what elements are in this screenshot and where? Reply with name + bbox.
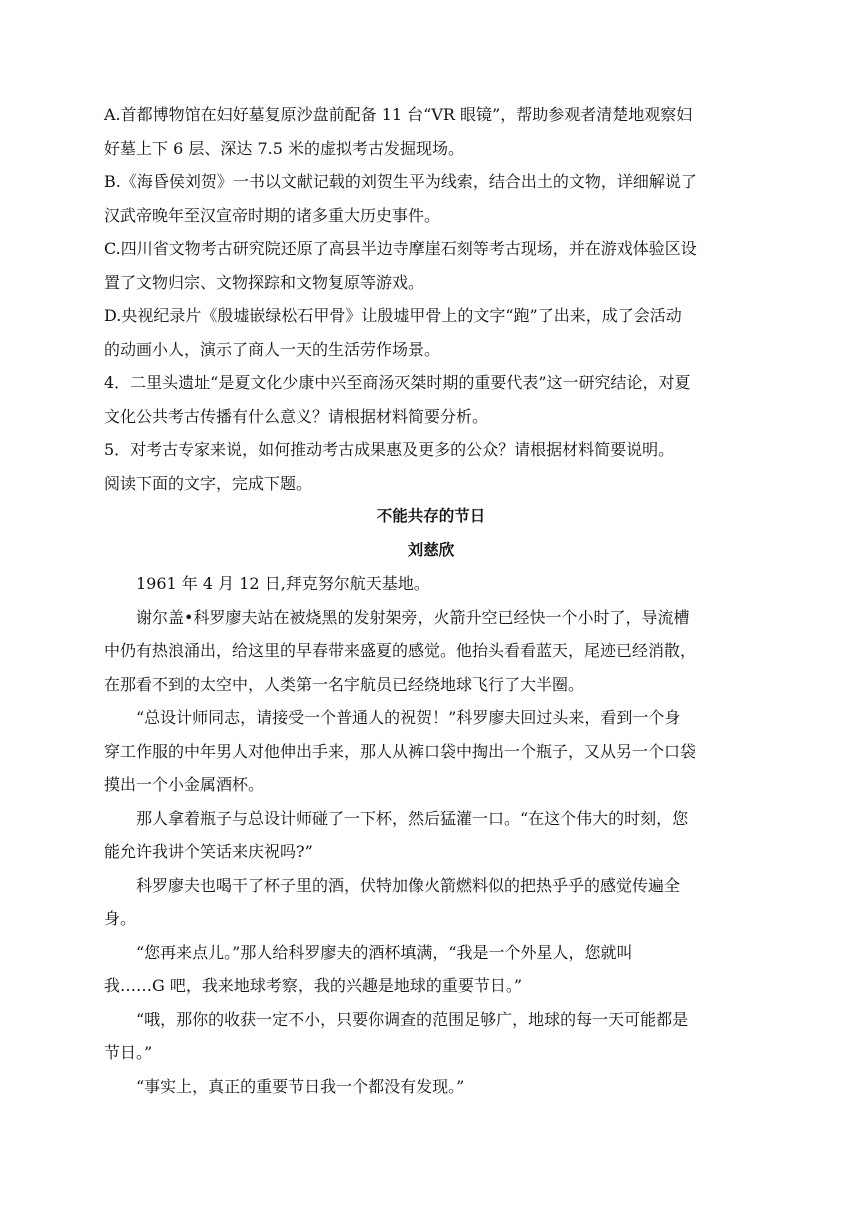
option-a-line-2: 好墓上下 6 层、深达 7.5 米的虚拟考古发掘现场。 xyxy=(104,138,464,158)
story-paragraph-1 xyxy=(104,567,758,601)
reading-intro: 阅读下面的文字，完成下题。 xyxy=(104,473,313,493)
story-author: 刘慈欣 xyxy=(407,540,455,559)
story-line: 科罗廖夫也喝干了杯子里的酒，伏特加像火箭燃料似的把热乎乎的感觉传遍全 xyxy=(136,875,681,895)
story-line: 身。 xyxy=(104,909,137,928)
story-paragraph-5 xyxy=(104,869,758,936)
story-title: 不能共存的节日 xyxy=(376,507,486,525)
story-line: 谢尔盖•科罗廖夫站在被烧黑的发射架旁，火箭升空已经快一个小时了，导流槽 xyxy=(136,607,690,627)
story-line: 1961 年 4 月 12 日,拜克努尔航天基地。 xyxy=(136,574,430,593)
story-paragraph-8 xyxy=(104,1070,758,1104)
option-c-line-1: C.四川省文物考古研究院还原了高县半边寺摩崖石刻等考古现场，并在游戏体验区设 xyxy=(104,239,697,258)
story-paragraph-6 xyxy=(104,936,758,1003)
option-b-line-2: 汉武帝晚年至汉宣帝时期的诸多重大历史事件。 xyxy=(104,205,441,225)
story-line: 我……G 吧，我来地球考察，我的兴趣是地球的重要节日。” xyxy=(104,976,523,995)
story-paragraph-2 xyxy=(104,601,758,702)
option-b xyxy=(104,165,758,232)
story-line: 在那看不到的太空中，人类第一名宇航员已经绕地球飞行了大半圈。 xyxy=(104,674,585,694)
option-c xyxy=(104,232,758,299)
question-5: 5．对考古专家来说，如何推动考古成果惠及更多的公众？请根据材料简要说明。 xyxy=(104,440,675,459)
story-line: 摸出一个小金属酒杯。 xyxy=(104,775,265,794)
question-4-line-2: 文化公共考古传播有什么意义？请根据材料简要分析。 xyxy=(104,406,489,426)
option-c-line-2: 置了文物归宗、文物探踪和文物复原等游戏。 xyxy=(104,272,425,292)
story-line: 节日。” xyxy=(104,1043,153,1062)
option-b-line-1: B.《海昏侯刘贺》一书以文献记载的刘贺生平为线索，结合出土的文物，详细解说了 xyxy=(104,172,697,191)
story-line: 穿工作服的中年男人对他伸出手来，那人从裤口袋中掏出一个瓶子，又从另一个口袋 xyxy=(104,741,697,761)
option-a-line-1: A.首都博物馆在妇好墓复原沙盘前配备 11 台“VR 眼镜”，帮助参观者清楚地观察妇 xyxy=(104,105,693,124)
story-line: 能允许我讲个笑话来庆祝吗?” xyxy=(104,842,313,861)
option-d-line-2: 的动画小人，演示了商人一天的生活劳作场景。 xyxy=(104,339,441,359)
story-line: 中仍有热浪涌出，给这里的早春带来盛夏的感觉。他抬头看看蓝天，尾迹已经消散， xyxy=(104,641,697,660)
story-line: “您再来点儿。”那人给科罗廖夫的酒杯填满，“我是一个外星人，您就叫 xyxy=(136,942,633,962)
option-d xyxy=(104,299,758,366)
document-page xyxy=(104,98,758,1103)
option-d-line-1: D.央视纪录片《殷墟嵌绿松石甲骨》让殷墟甲骨上的文字“跑”了出来，成了会活动 xyxy=(104,306,682,325)
story-paragraph-3 xyxy=(104,701,758,802)
story-line: “哦，那你的收获一定不小，只要你调查的范围足够广，地球的每一天可能都是 xyxy=(136,1009,689,1029)
story-paragraph-4 xyxy=(104,802,758,869)
story-line: “总设计师同志，请接受一个普通人的祝贺！”科罗廖夫回过头来，看到一个身 xyxy=(136,708,681,727)
option-a xyxy=(104,98,758,165)
story-paragraph-7 xyxy=(104,1003,758,1070)
question-4 xyxy=(104,366,758,433)
story-line: “事实上，真正的重要节日我一个都没有发现。” xyxy=(136,1076,465,1096)
story-line: 那人拿着瓶子与总设计师碰了一下杯，然后猛灌一口。“在这个伟大的时刻，您 xyxy=(136,808,689,828)
question-4-line-1: 4．二里头遗址“是夏文化少康中兴至商汤灭桀时期的重要代表”这一研究结论，对夏 xyxy=(104,373,691,392)
